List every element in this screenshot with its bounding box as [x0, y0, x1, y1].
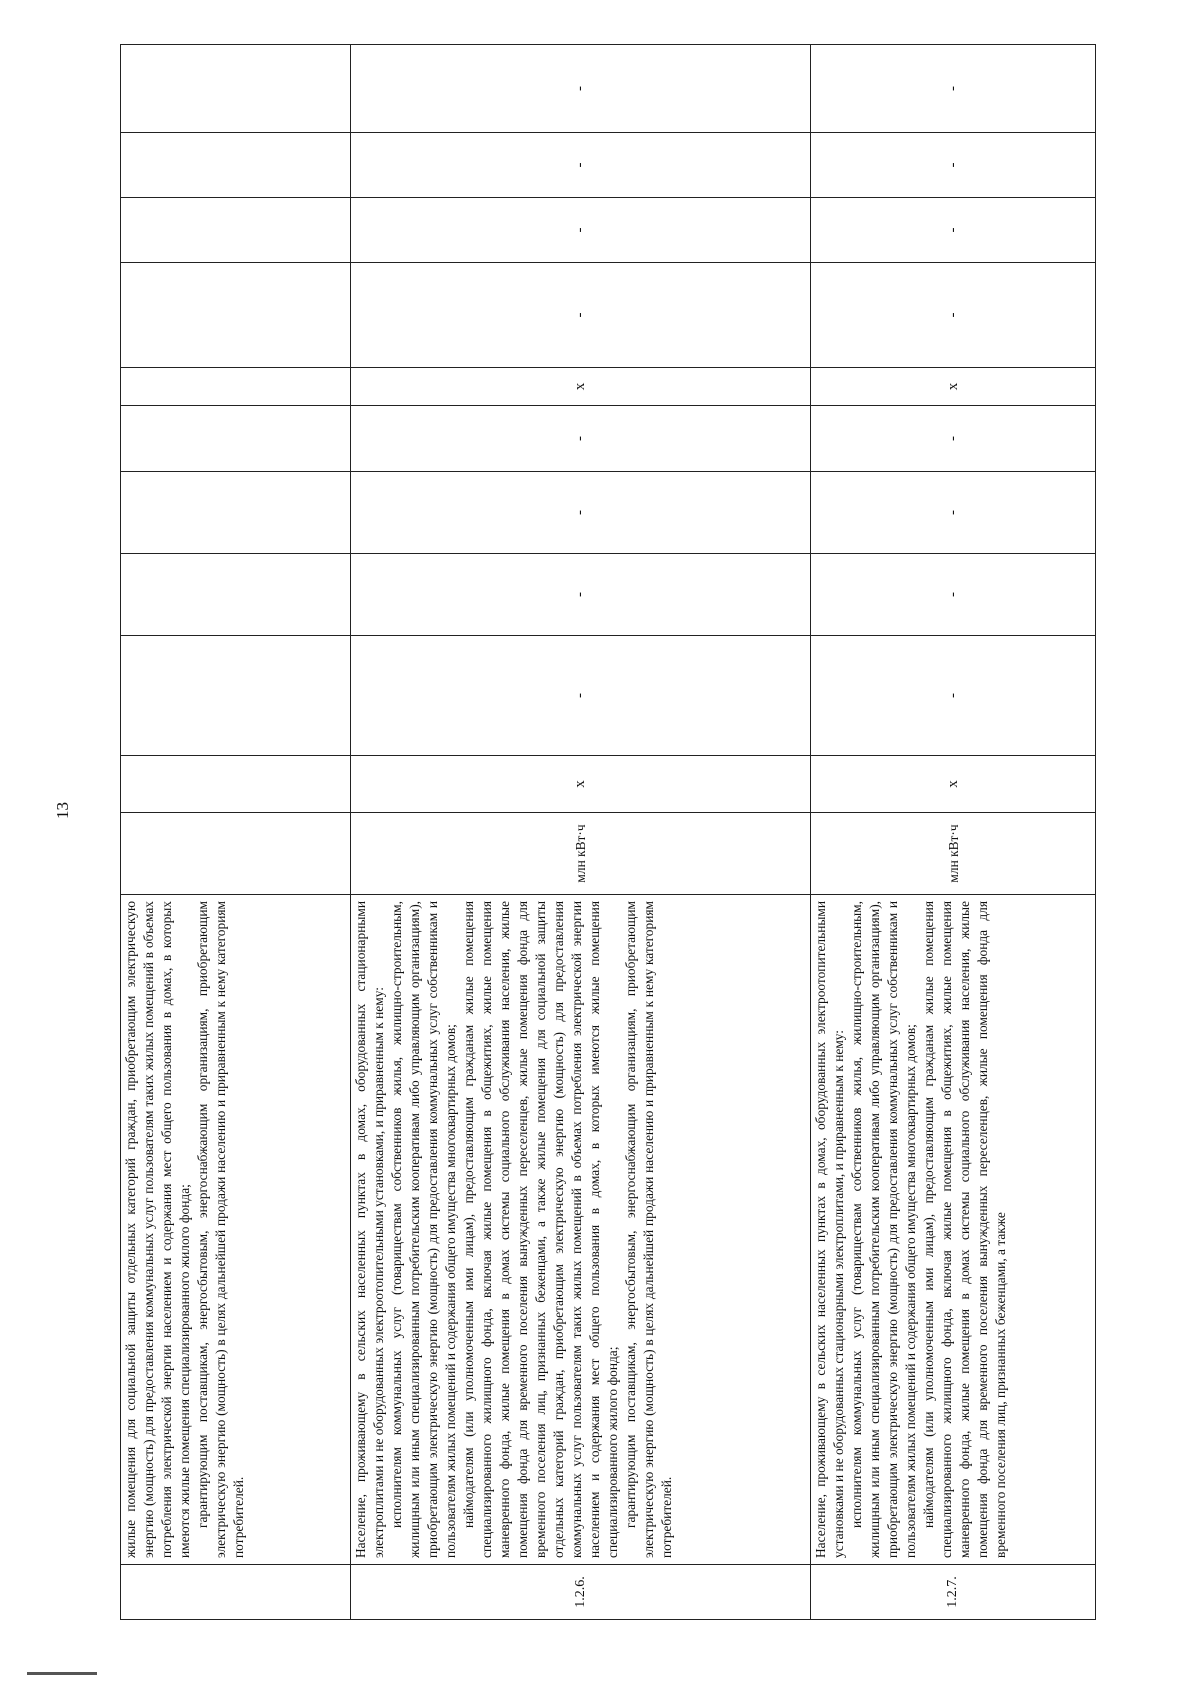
- row-description-paragraph: гарантирующим поставщикам, энергосбытовым, энергоснабжающим организациям, приобретающим электрическую энергию (мощность) в целях дальнейшей продажи населению и приравненным к нему категориям потребителей.: [623, 901, 674, 1558]
- row-number-cell: [121, 1565, 351, 1620]
- row-description-paragraph: наймодателям (или уполномоченным ими лицам), предоставляющим гражданам жилые помещения специализированного жилищного фонда, включая жилые помещения в общежитиях, жилые помещения маневренного фонда, жилые помещения в домах системы социального обслуживания населения, жилые помещения фонда для временного поселения вынужденных переселенцев, жилые помещения фонда для временного поселения лиц, признанных беженцами, а также: [921, 901, 1008, 1558]
- dash-cell: -: [351, 198, 811, 263]
- value-cell: [121, 472, 351, 554]
- value-cell: [121, 756, 351, 813]
- row-description-paragraph: наймодателям (или уполномоченным ими лицам), предоставляющим гражданам жилые помещения специализированного жилищного фонда, включая жилые помещения в общежитиях, жилые помещения маневренного фонда, жилые помещения в домах системы социального обслуживания населения, жилые помещения фонда для временного поселения вынужденных переселенцев, жилые помещения фонда для временного поселения лиц, признанных беженцами, а также жилые помещения для социальной защиты отдельных категорий граждан, приобретающим электрическую энергию (мощность) для предоставления коммунальных услуг пользователям таких жилых помещений в объемах потребления электрической энергии населением и содержания мест общего пользования в домах, в которых имеются жилые помещения специализированного жилого фонда;: [461, 901, 620, 1558]
- cross-cell: х: [811, 368, 1096, 406]
- value-cell: [121, 45, 351, 133]
- units-cell: млн кВт·ч: [811, 813, 1096, 895]
- page-number: 13: [53, 802, 72, 819]
- row-description-paragraph: гарантирующим поставщикам, энергосбытовым, энергоснабжающим организациям, приобретающим электрическую энергию (мощность) в целях дальнейшей продажи населению и приравненным к нему категориям потребителей.: [195, 901, 246, 1558]
- dash-cell: -: [351, 45, 811, 133]
- row-number-cell: 1.2.6.: [351, 1565, 811, 1620]
- dash-cell: -: [811, 133, 1096, 198]
- row-number-cell: 1.2.7.: [811, 1565, 1096, 1620]
- scan-edge-mark: [27, 1672, 97, 1675]
- row-description-paragraph: Население, проживающему в сельских населенных пунктах в домах, оборудованных стационарными электроплитами и не оборудованных электроотопительными установками, и приравненным к нему:: [353, 901, 386, 1558]
- rotated-table-wrapper: [120, 45, 1095, 1620]
- row-description-paragraph: исполнителям коммунальных услуг (товариществам собственников жилья, жилищно-строительным, жилищным или иным специализированным потребительским кооперативам либо управляющим организациям), приобретающим электрическую энергию (мощность) для предоставления коммунальных услуг собственникам и пользователям жилых помещений и содержания общего имущества многоквартирных домов;: [849, 901, 918, 1558]
- value-cell: [121, 406, 351, 472]
- row-description-paragraph: исполнителям коммунальных услуг (товариществам собственников жилья, жилищно-строительным, жилищным или иным специализированным потребительским кооперативам либо управляющим организациям), приобретающим электрическую энергию (мощность) для предоставления коммунальных услуг собственникам и пользователям жилых помещений и содержания общего имущества многоквартирных домов;: [389, 901, 458, 1558]
- dash-cell: -: [811, 406, 1096, 472]
- value-cell: [121, 636, 351, 756]
- table-row-continuation: [121, 45, 351, 1620]
- cross-cell: х: [351, 756, 811, 813]
- units-cell: млн кВт·ч: [351, 813, 811, 895]
- row-description-paragraph: жилые помещения для социальной защиты отдельных категорий граждан, приобретающим электрическую энергию (мощность) для предоставления коммунальных услуг пользователям таких жилых помещений в объемах потребления электрической энергии населением и содержания мест общего пользования в домах, в которых имеются жилые помещения специализированного жилого фонда;: [123, 901, 192, 1558]
- value-cell: [121, 133, 351, 198]
- table-row-1-2-6: [351, 45, 811, 1620]
- units-cell: [121, 813, 351, 895]
- value-cell: [121, 263, 351, 368]
- value-cell: [121, 554, 351, 636]
- tariff-table: [120, 44, 1096, 1620]
- dash-cell: -: [811, 554, 1096, 636]
- dash-cell: -: [351, 636, 811, 756]
- dash-cell: -: [811, 45, 1096, 133]
- dash-cell: -: [351, 406, 811, 472]
- dash-cell: -: [351, 472, 811, 554]
- table-row-1-2-7: [811, 45, 1096, 1620]
- dash-cell: -: [351, 554, 811, 636]
- cross-cell: х: [351, 368, 811, 406]
- cross-cell: х: [811, 756, 1096, 813]
- row-description-cell: [121, 895, 351, 1565]
- row-description-cell: [351, 895, 811, 1565]
- dash-cell: -: [811, 472, 1096, 554]
- dash-cell: -: [811, 198, 1096, 263]
- dash-cell: -: [351, 263, 811, 368]
- dash-cell: -: [811, 263, 1096, 368]
- dash-cell: -: [811, 636, 1096, 756]
- value-cell: [121, 368, 351, 406]
- value-cell: [121, 198, 351, 263]
- row-description-paragraph: Население, проживающему в сельских населенных пунктах в домах, оборудованных электроотопительными установками и не оборудованных стационарными электроплитами, и приравненным к нему:: [813, 901, 846, 1558]
- dash-cell: -: [351, 133, 811, 198]
- row-description-cell: [811, 895, 1096, 1565]
